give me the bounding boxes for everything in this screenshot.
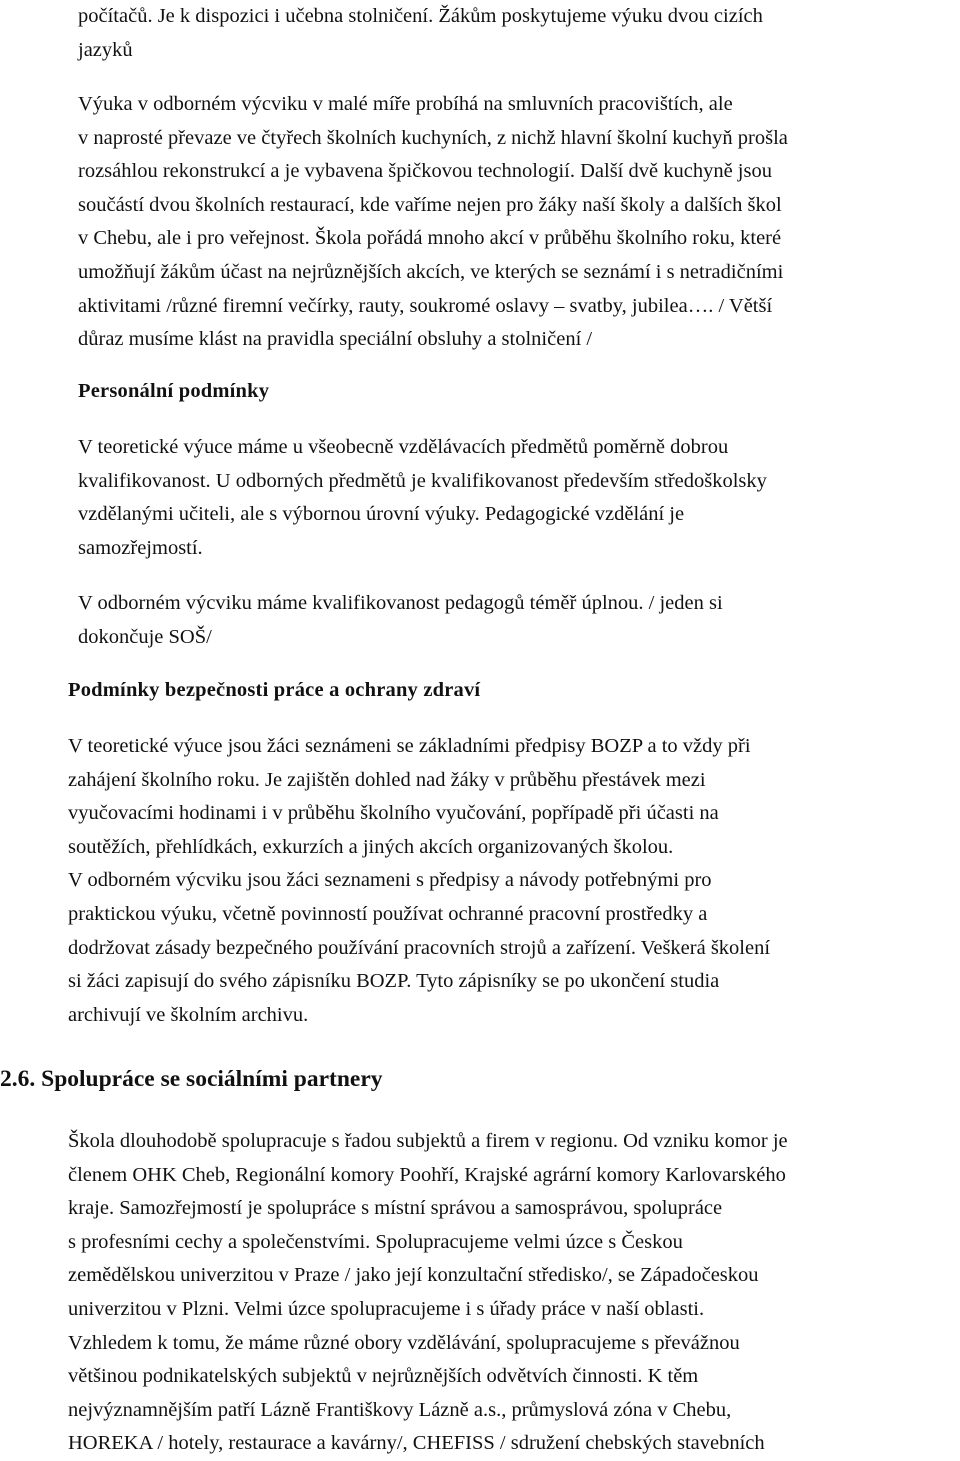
text-line: dokončuje SOŠ/ bbox=[78, 625, 212, 648]
text-line: většinou podnikatelských subjektů v nejrůznějších odvětvích činnosti. K těm bbox=[68, 1365, 699, 1388]
text-line: Vzhledem k tomu, že máme různé obory vzdělávání, spolupracujeme s převážnou bbox=[68, 1331, 740, 1354]
paragraph-odborny-vycvik bbox=[78, 88, 788, 357]
text-line: v naprosté převaze ve čtyřech školních kuchyních, z nichž hlavní školní kuchyň prošla bbox=[78, 126, 788, 149]
text-line: umožňují žákům účast na nejrůznějších akcích, ve kterých se seznámí i s netradičními bbox=[78, 260, 784, 283]
text-line: soutěžích, přehlídkách, exkurzích a jiných akcích organizovaných školou. bbox=[68, 835, 674, 858]
text-line: zemědělskou univerzitou v Praze / jako její konzultační středisko/, se Západočeskou bbox=[68, 1264, 759, 1287]
text-line: součástí dvou školních restaurací, kde vaříme nejen pro žáky naší školy a dalších škol bbox=[78, 193, 782, 216]
text-line: V teoretické výuce máme u všeobecně vzdělávacích předmětů poměrně dobrou bbox=[78, 436, 729, 458]
section-heading-spoluprace: 2.6. Spolupráce se sociálními partnery bbox=[0, 1066, 383, 1092]
text-line: Škola dlouhodobě spolupracuje s řadou subjektů a firem v regionu. Od vzniku komor je bbox=[68, 1130, 788, 1152]
text-line: důraz musíme klást na pravidla speciální obsluhy a stolničení / bbox=[78, 328, 593, 351]
text-line: praktickou výuku, včetně povinností používat ochranné pracovní prostředky a bbox=[68, 902, 708, 925]
text-line: archivují ve školním archivu. bbox=[68, 1003, 309, 1026]
text-line: HOREKA / hotely, restaurace a kavárny/, CHEFISS / sdružení chebských stavebních bbox=[68, 1432, 765, 1455]
text-line: Výuka v odborném výcviku v malé míře probíhá na smluvních pracovištích, ale bbox=[78, 93, 733, 115]
text-line: aktivitami /různé firemní večírky, rauty, soukromé oslavy – svatby, jubilea…. / Větší bbox=[78, 294, 773, 317]
text-line: V odborném výcviku máme kvalifikovanost pedagogů téměř úplnou. / jeden si bbox=[78, 592, 723, 614]
paragraph-personalni-teorie bbox=[78, 431, 767, 565]
paragraph-personalni-vycvik bbox=[78, 587, 723, 654]
text-line: rozsáhlou rekonstrukcí a je vybavena špičkovou technologií. Další dvě kuchyně jsou bbox=[78, 160, 772, 183]
text-line: jazyků bbox=[78, 38, 133, 61]
text-line: s profesními cechy a společenstvími. Spolupracujeme velmi úzce s Českou bbox=[68, 1230, 683, 1253]
text-line: vzdělanými učiteli, ale s výbornou úrovní výuky. Pedagogické vzdělání je bbox=[78, 503, 685, 526]
text-line: univerzitou v Plzni. Velmi úzce spolupracujeme i s úřady práce v naší oblasti. bbox=[68, 1297, 705, 1320]
text-line: nejvýznamnějším patří Lázně Františkovy Lázně a.s., průmyslová zóna v Chebu, bbox=[68, 1398, 732, 1421]
paragraph-intro bbox=[78, 0, 763, 67]
text-line: V odborném výcviku jsou žáci seznameni s předpisy a návody potřebnými pro bbox=[68, 869, 712, 892]
text-line: si žáci zapisují do svého zápisníku BOZP. Tyto zápisníky se po ukončení studia bbox=[68, 970, 720, 993]
text-line: vyučovacími hodinami i v průběhu školního vyučování, popřípadě při účasti na bbox=[68, 802, 719, 825]
text-line: samozřejmostí. bbox=[78, 536, 203, 559]
paragraph-bozp bbox=[68, 730, 770, 1032]
heading-personalni-podminky: Personální podmínky bbox=[78, 380, 270, 402]
heading-bozp: Podmínky bezpečnosti práce a ochrany zdraví bbox=[68, 679, 481, 701]
text-line: kraje. Samozřejmostí je spolupráce s místní správou a samosprávou, spolupráce bbox=[68, 1197, 723, 1220]
paragraph-spoluprace bbox=[68, 1125, 788, 1461]
text-line: V teoretické výuce jsou žáci seznámeni se základními předpisy BOZP a to vždy při bbox=[68, 735, 751, 757]
text-line: členem OHK Cheb, Regionální komory Poohří, Krajské agrární komory Karlovarského bbox=[68, 1163, 786, 1186]
text-line: počítačů. Je k dispozici i učebna stolničení. Žákům poskytujeme výuku dvou cizích bbox=[78, 5, 763, 27]
text-line: dodržovat zásady bezpečného používání pracovních strojů a zařízení. Veškerá školení bbox=[68, 936, 771, 959]
text-line: zahájení školního roku. Je zajištěn dohled nad žáky v průběhu přestávek mezi bbox=[68, 768, 706, 791]
text-line: kvalifikovanost. U odborných předmětů je kvalifikovanost především středoškolsky bbox=[78, 469, 767, 492]
text-line: v Chebu, ale i pro veřejnost. Škola pořádá mnoho akcí v průběhu školního roku, které bbox=[78, 227, 782, 250]
